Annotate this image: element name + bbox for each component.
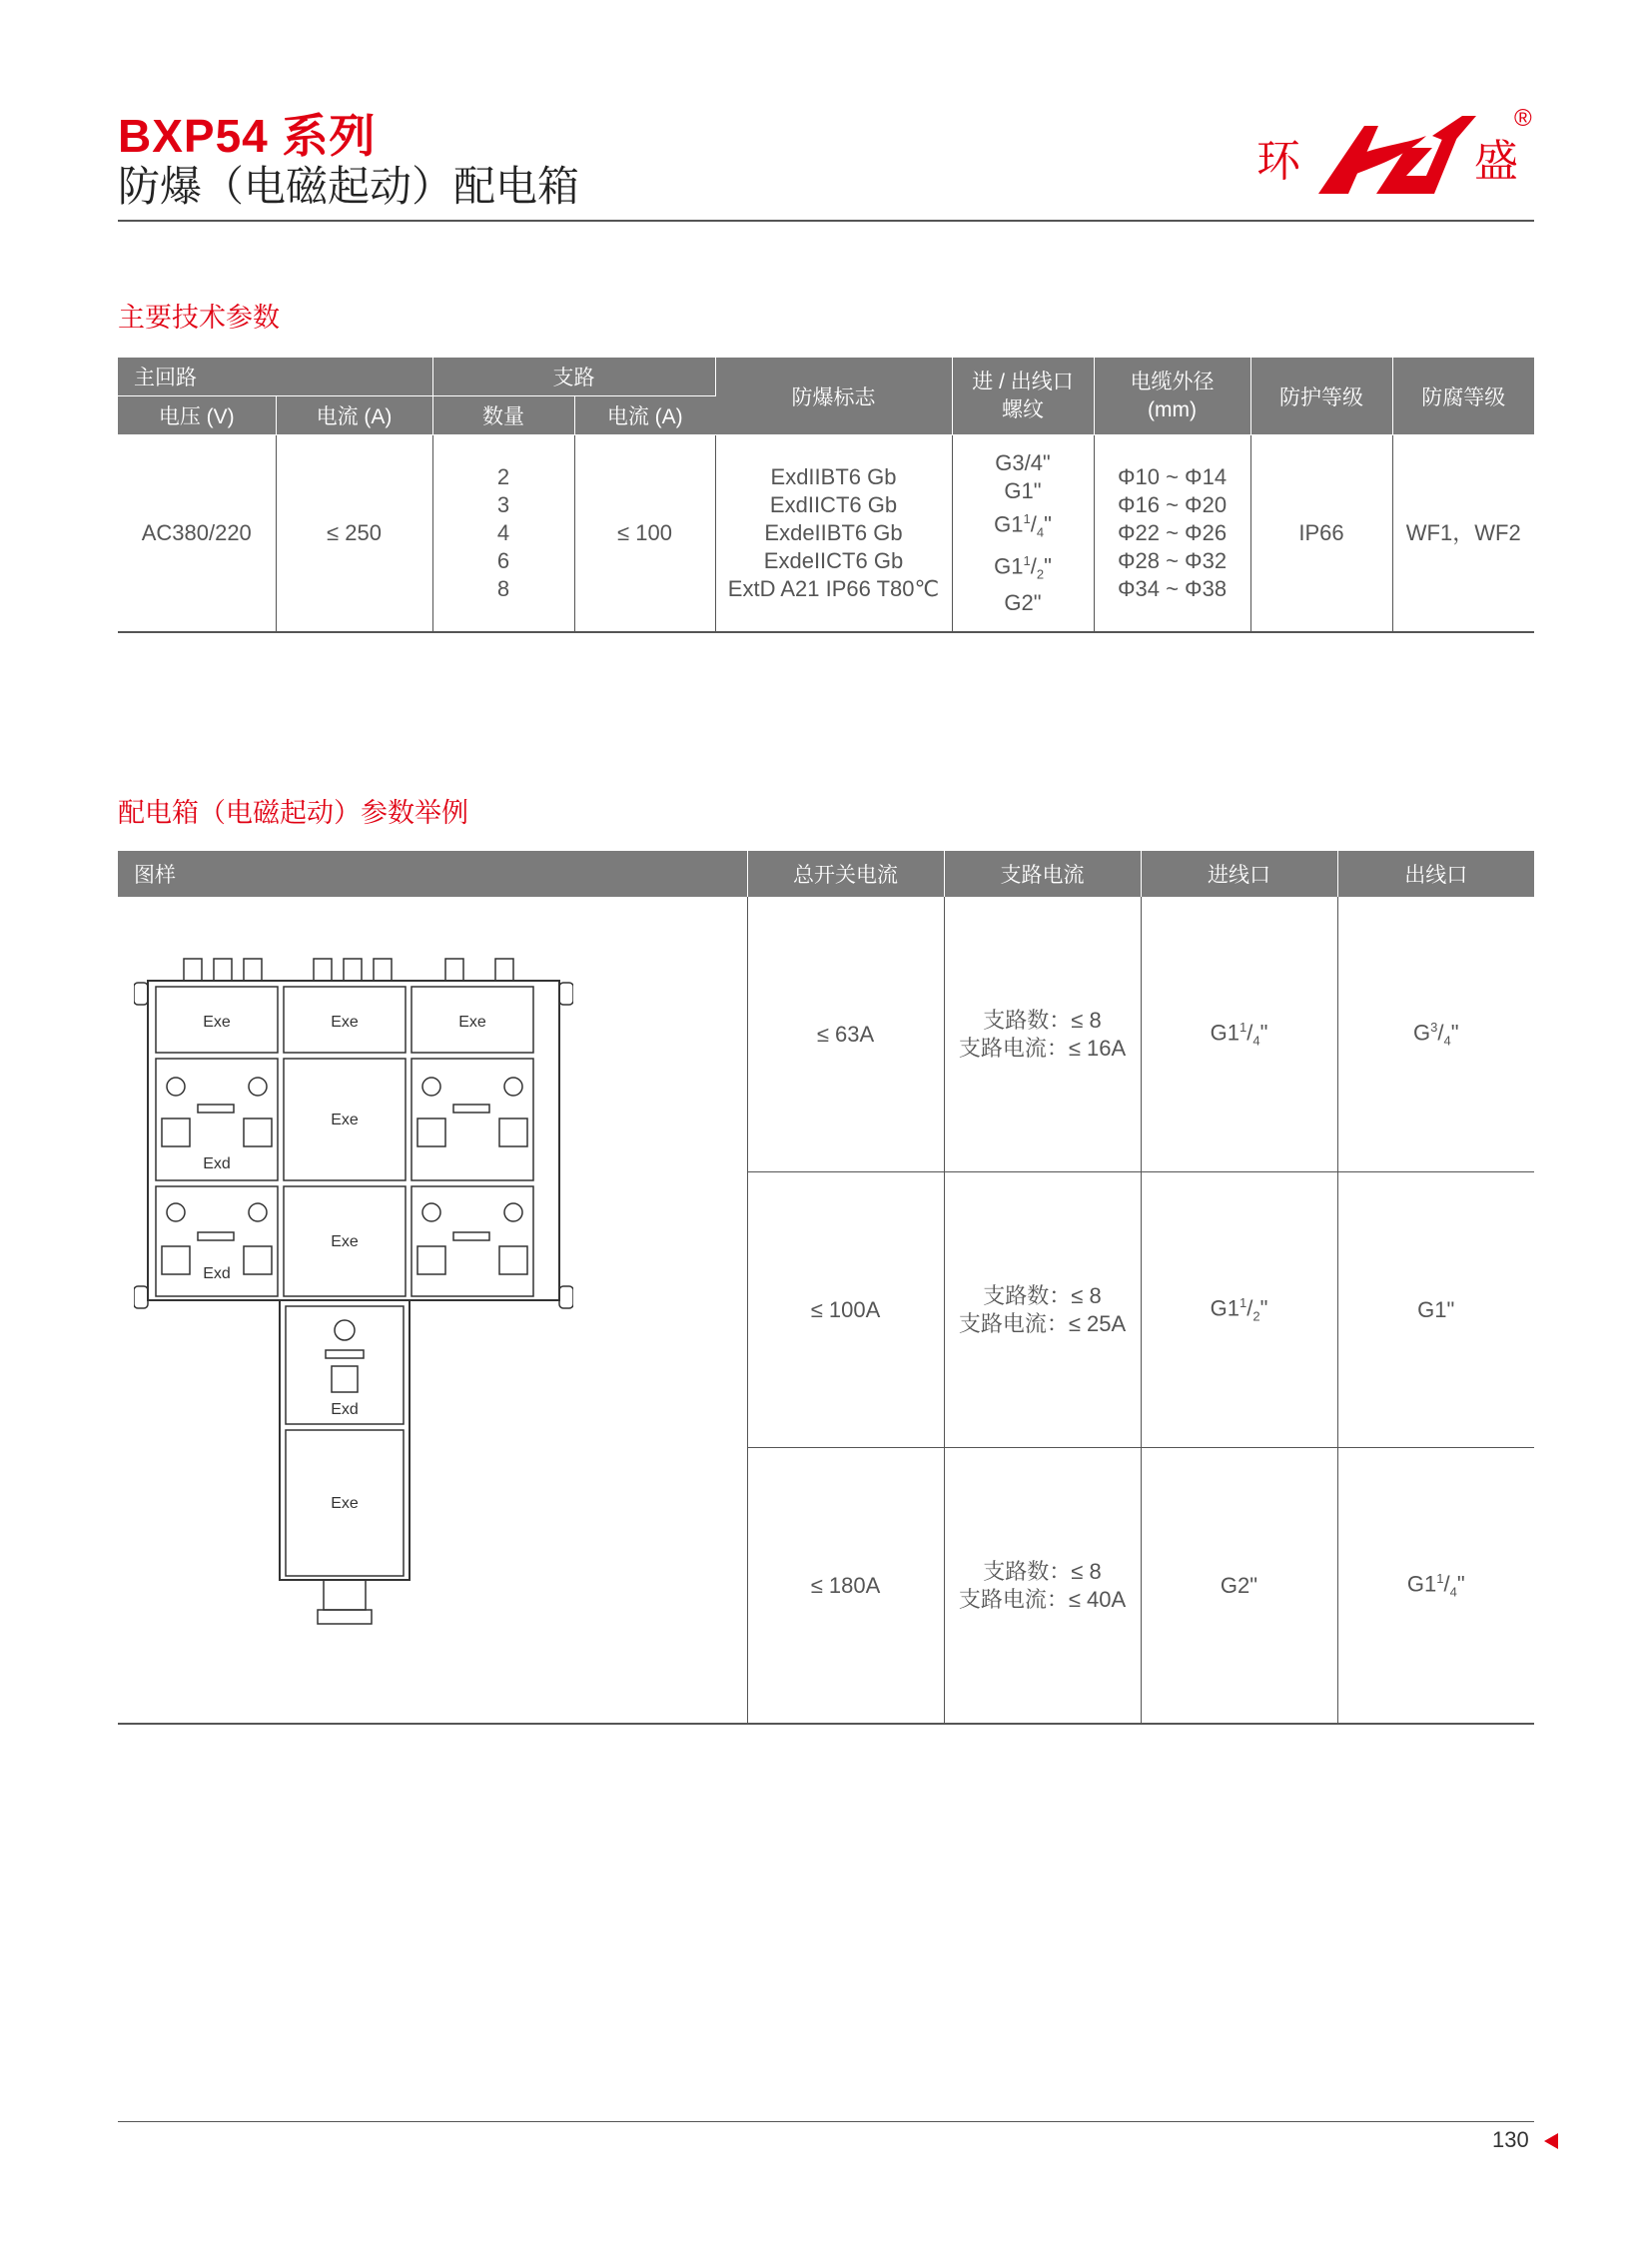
cell-main-switch: ≤ 63A [747, 897, 944, 1172]
cell-outlet: G1" [1337, 1172, 1534, 1448]
ex-mark-item: ExdeIIBT6 Gb [764, 520, 903, 545]
branch-current: 支路电流：≤ 40A [958, 1586, 1127, 1612]
label-exe: Exe [331, 1495, 359, 1512]
label-exd: Exd [331, 1401, 359, 1418]
quantity-item: 4 [496, 520, 510, 545]
mounting-ear-icon [134, 983, 573, 1308]
branch-current: 支路电流：≤ 16A [958, 1035, 1127, 1061]
cell-outlet: $G^3/_4$" [1337, 897, 1534, 1172]
cell-voltage: AC380/220 [118, 435, 276, 633]
label-exe: Exe [331, 1112, 359, 1128]
quantity-item: 8 [496, 576, 510, 601]
cell-threads [952, 435, 1094, 633]
header-outlet: 出线口 [1337, 851, 1534, 897]
header-cable-dia [1094, 358, 1250, 435]
cell-branch-info [944, 1448, 1141, 1725]
branch-count: 支路数：≤ 8 [983, 1558, 1102, 1584]
quantity-item: 2 [496, 464, 510, 489]
quantity-item: 3 [496, 492, 510, 517]
header-cable-dia-text: 电缆外径(mm) [1130, 370, 1215, 421]
header-drawing: 图样 [118, 851, 747, 897]
ex-mark-item: ExdIIBT6 Gb [770, 464, 897, 489]
label-exd: Exd [203, 1155, 231, 1172]
cable-dia-item: Φ10 ~ Φ14 [1117, 464, 1228, 489]
cell-inlet: $G1^1/_4$" [1141, 897, 1337, 1172]
header-thread [952, 358, 1094, 435]
branch-count: 支路数：≤ 8 [983, 1282, 1102, 1308]
examples-table [118, 851, 1534, 1725]
cell-main-switch: ≤ 180A [747, 1448, 944, 1725]
section-title-examples: 配电箱（电磁起动）参数举例 [118, 798, 468, 828]
cell-anticorrosion: WF1，WF2 [1392, 435, 1534, 633]
header-ex-mark: 防爆标志 [715, 358, 952, 435]
cable-dia-item: Φ16 ~ Φ20 [1117, 492, 1228, 517]
brand-logo [1256, 96, 1540, 216]
logo-left-char: 环 [1256, 137, 1300, 186]
header-voltage: 电压 (V) [118, 396, 276, 435]
header-inlet: 进线口 [1141, 851, 1337, 897]
ex-mark-item: ExtD A21 IP66 T80℃ [727, 576, 940, 601]
cell-branch-current: ≤ 100 [574, 435, 715, 633]
footer-divider [118, 2121, 1534, 2122]
header-branch-current-2: 支路电流 [944, 851, 1141, 897]
label-exd: Exd [203, 1265, 231, 1282]
thread-item: G1" [1004, 478, 1042, 504]
cell-quantities [432, 435, 574, 633]
header-thread-text: 进 / 出线口螺纹 [972, 370, 1074, 421]
header-main-switch: 总开关电流 [747, 851, 944, 897]
cell-inlet: $G1^1/_2$" [1141, 1172, 1337, 1448]
section-title-specs: 主要技术参数 [118, 303, 280, 333]
logo-right-char: 盛 [1474, 137, 1518, 186]
page-arrow-icon [1544, 2133, 1558, 2149]
ex-mark-item: ExdIICT6 Gb [769, 492, 898, 517]
thread-item: $G1^1/_2$" [994, 553, 1052, 582]
branch-count: 支路数：≤ 8 [983, 1007, 1102, 1033]
page-number: 130 [1492, 2127, 1529, 2152]
cell-ex-marks [715, 435, 952, 633]
label-exe: Exe [458, 1014, 486, 1031]
header-current: 电流 (A) [276, 396, 432, 435]
label-exe: Exe [331, 1014, 359, 1031]
cell-drawing [118, 897, 747, 1724]
ex-mark-item: ExdeIICT6 Gb [763, 548, 904, 573]
header-divider [118, 220, 1534, 222]
header-branch: 支路 [432, 358, 715, 396]
specs-table [118, 358, 1534, 633]
cable-dia-item: Φ22 ~ Φ26 [1117, 520, 1228, 545]
header-branch-current: 电流 (A) [574, 396, 715, 435]
table-row [118, 897, 1534, 1172]
cell-outlet: $G1^1/_4$" [1337, 1448, 1534, 1725]
label-exe: Exe [203, 1014, 231, 1031]
quantity-item: 6 [496, 548, 510, 573]
table-row [118, 435, 1534, 633]
header-anticorrosion: 防腐等级 [1392, 358, 1534, 435]
branch-current: 支路电流：≤ 25A [958, 1310, 1127, 1336]
logo-mark-icon [1318, 116, 1476, 194]
registered-mark: ® [1514, 105, 1532, 132]
cell-cable-dia [1094, 435, 1250, 633]
header-quantity: 数量 [432, 396, 574, 435]
thread-item: G3/4" [995, 450, 1051, 476]
thread-item: G2" [1004, 589, 1042, 615]
cable-dia-item: Φ28 ~ Φ32 [1117, 548, 1228, 573]
distribution-box-diagram [134, 947, 573, 1666]
cell-branch-info [944, 1172, 1141, 1448]
label-exe: Exe [331, 1233, 359, 1250]
cell-current: ≤ 250 [276, 435, 432, 633]
thread-item: $G1^1/_4$" [994, 511, 1052, 540]
cell-protection: IP66 [1250, 435, 1392, 633]
cell-branch-info [944, 897, 1141, 1172]
header-protection: 防护等级 [1250, 358, 1392, 435]
header-main-circuit: 主回路 [118, 358, 432, 396]
product-title: 防爆（电磁起动）配电箱 [118, 163, 580, 210]
cable-dia-item: Φ34 ~ Φ38 [1117, 576, 1228, 601]
cable-gland-icon [184, 959, 513, 981]
cell-inlet: G2" [1141, 1448, 1337, 1725]
cell-main-switch: ≤ 100A [747, 1172, 944, 1448]
series-title: BXP54 系列 [118, 110, 377, 162]
